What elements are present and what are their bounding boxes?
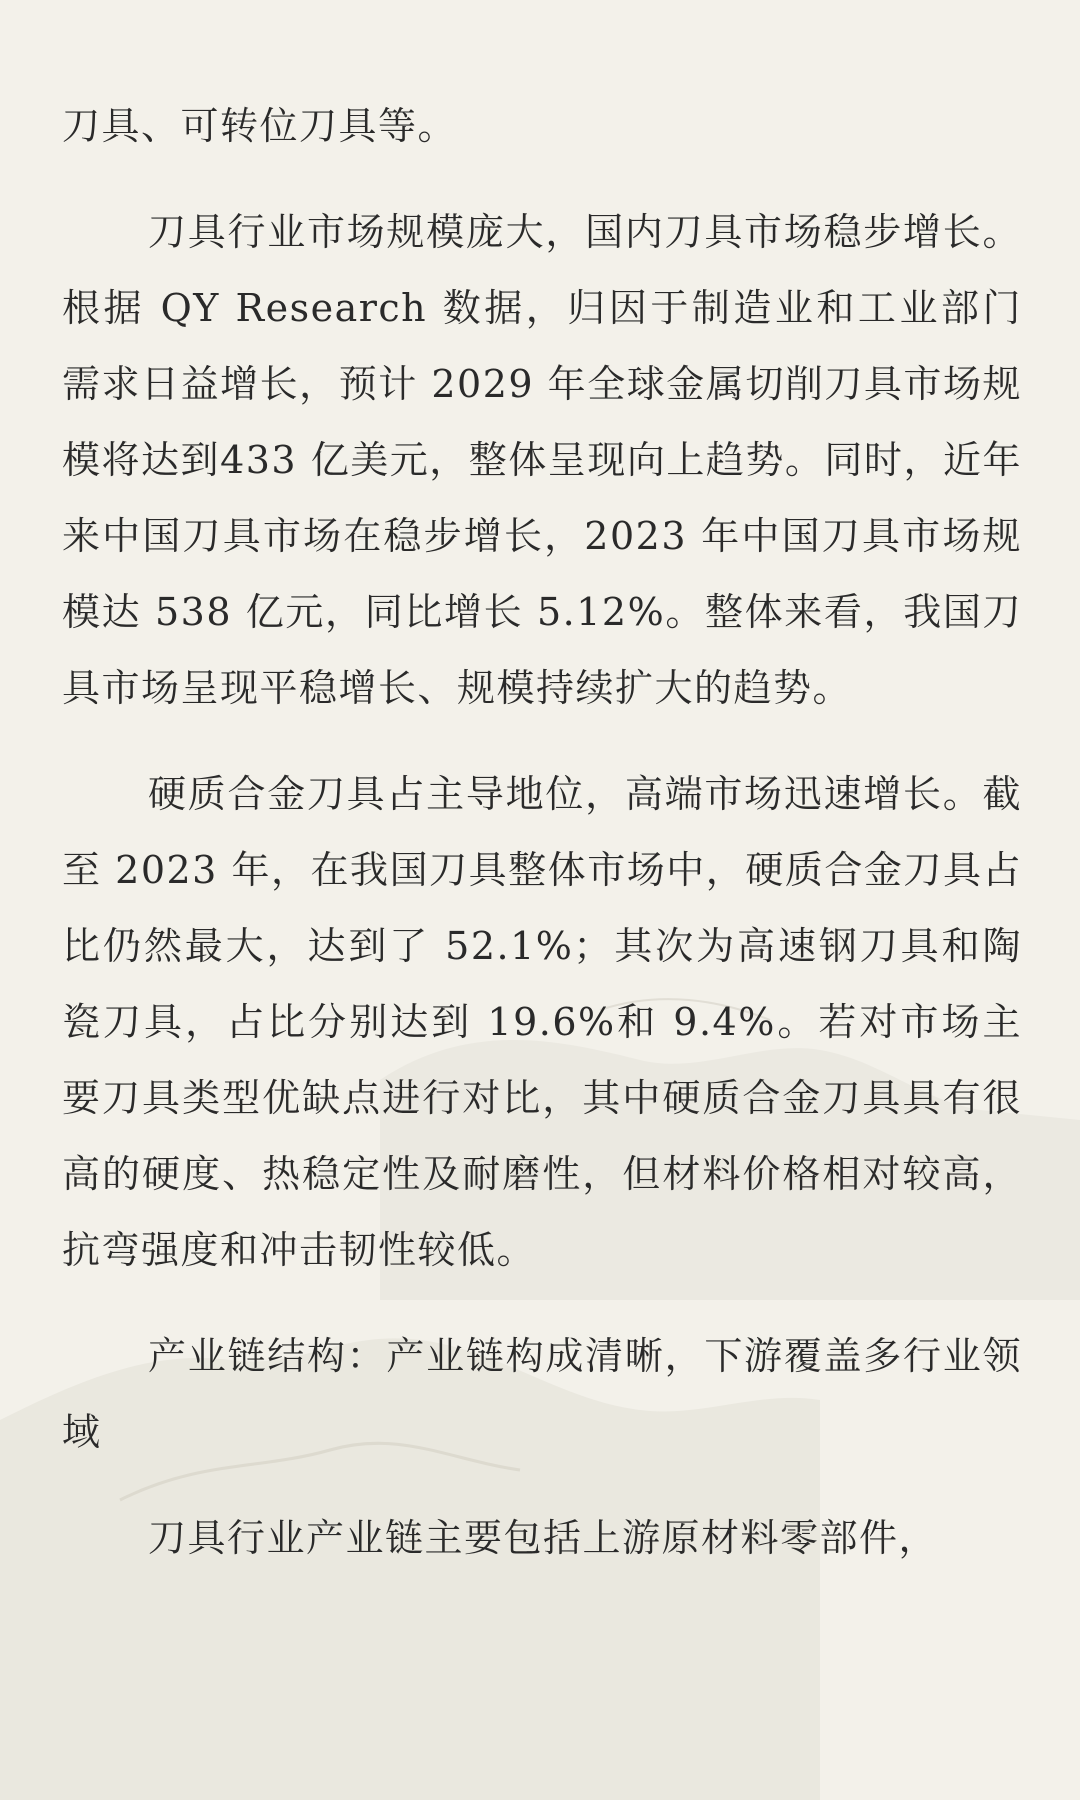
- section-heading: 产业链结构：产业链构成清晰，下游覆盖多行业领域: [62, 1334, 1022, 1454]
- paragraph-4: 刀具行业产业链主要包括上游原材料零部件，: [148, 1516, 939, 1560]
- paragraph-1: 刀具、可转位刀具等。: [62, 104, 458, 148]
- paragraph-2: 刀具行业市场规模庞大，国内刀具市场稳步增长。根据 QY Research 数据，归因于制造业和工业部门需求日益增长，预计 2029 年全球金属切削刀具市场规模将达到433 亿美元，整体呈现向上趋势。同时，近年来中国刀具市场在稳步增长，2023 年中国刀具市场规模达 538 亿元，同比增长 5.12%。整体来看，我国刀具市场呈现平稳增长、规模持续扩大的趋势。: [62, 210, 1022, 710]
- article-body: [62, 88, 1022, 1576]
- paragraph-3: 硬质合金刀具占主导地位，高端市场迅速增长。截至 2023 年，在我国刀具整体市场中，硬质合金刀具占比仍然最大，达到了 52.1%；其次为高速钢刀具和陶瓷刀具，占比分别达到 19.6%和 9.4%。若对市场主要刀具类型优缺点进行对比，其中硬质合金刀具具有很高的硬度、热稳定性及耐磨性，但材料价格相对较高，抗弯强度和冲击韧性较低。: [62, 772, 1022, 1272]
